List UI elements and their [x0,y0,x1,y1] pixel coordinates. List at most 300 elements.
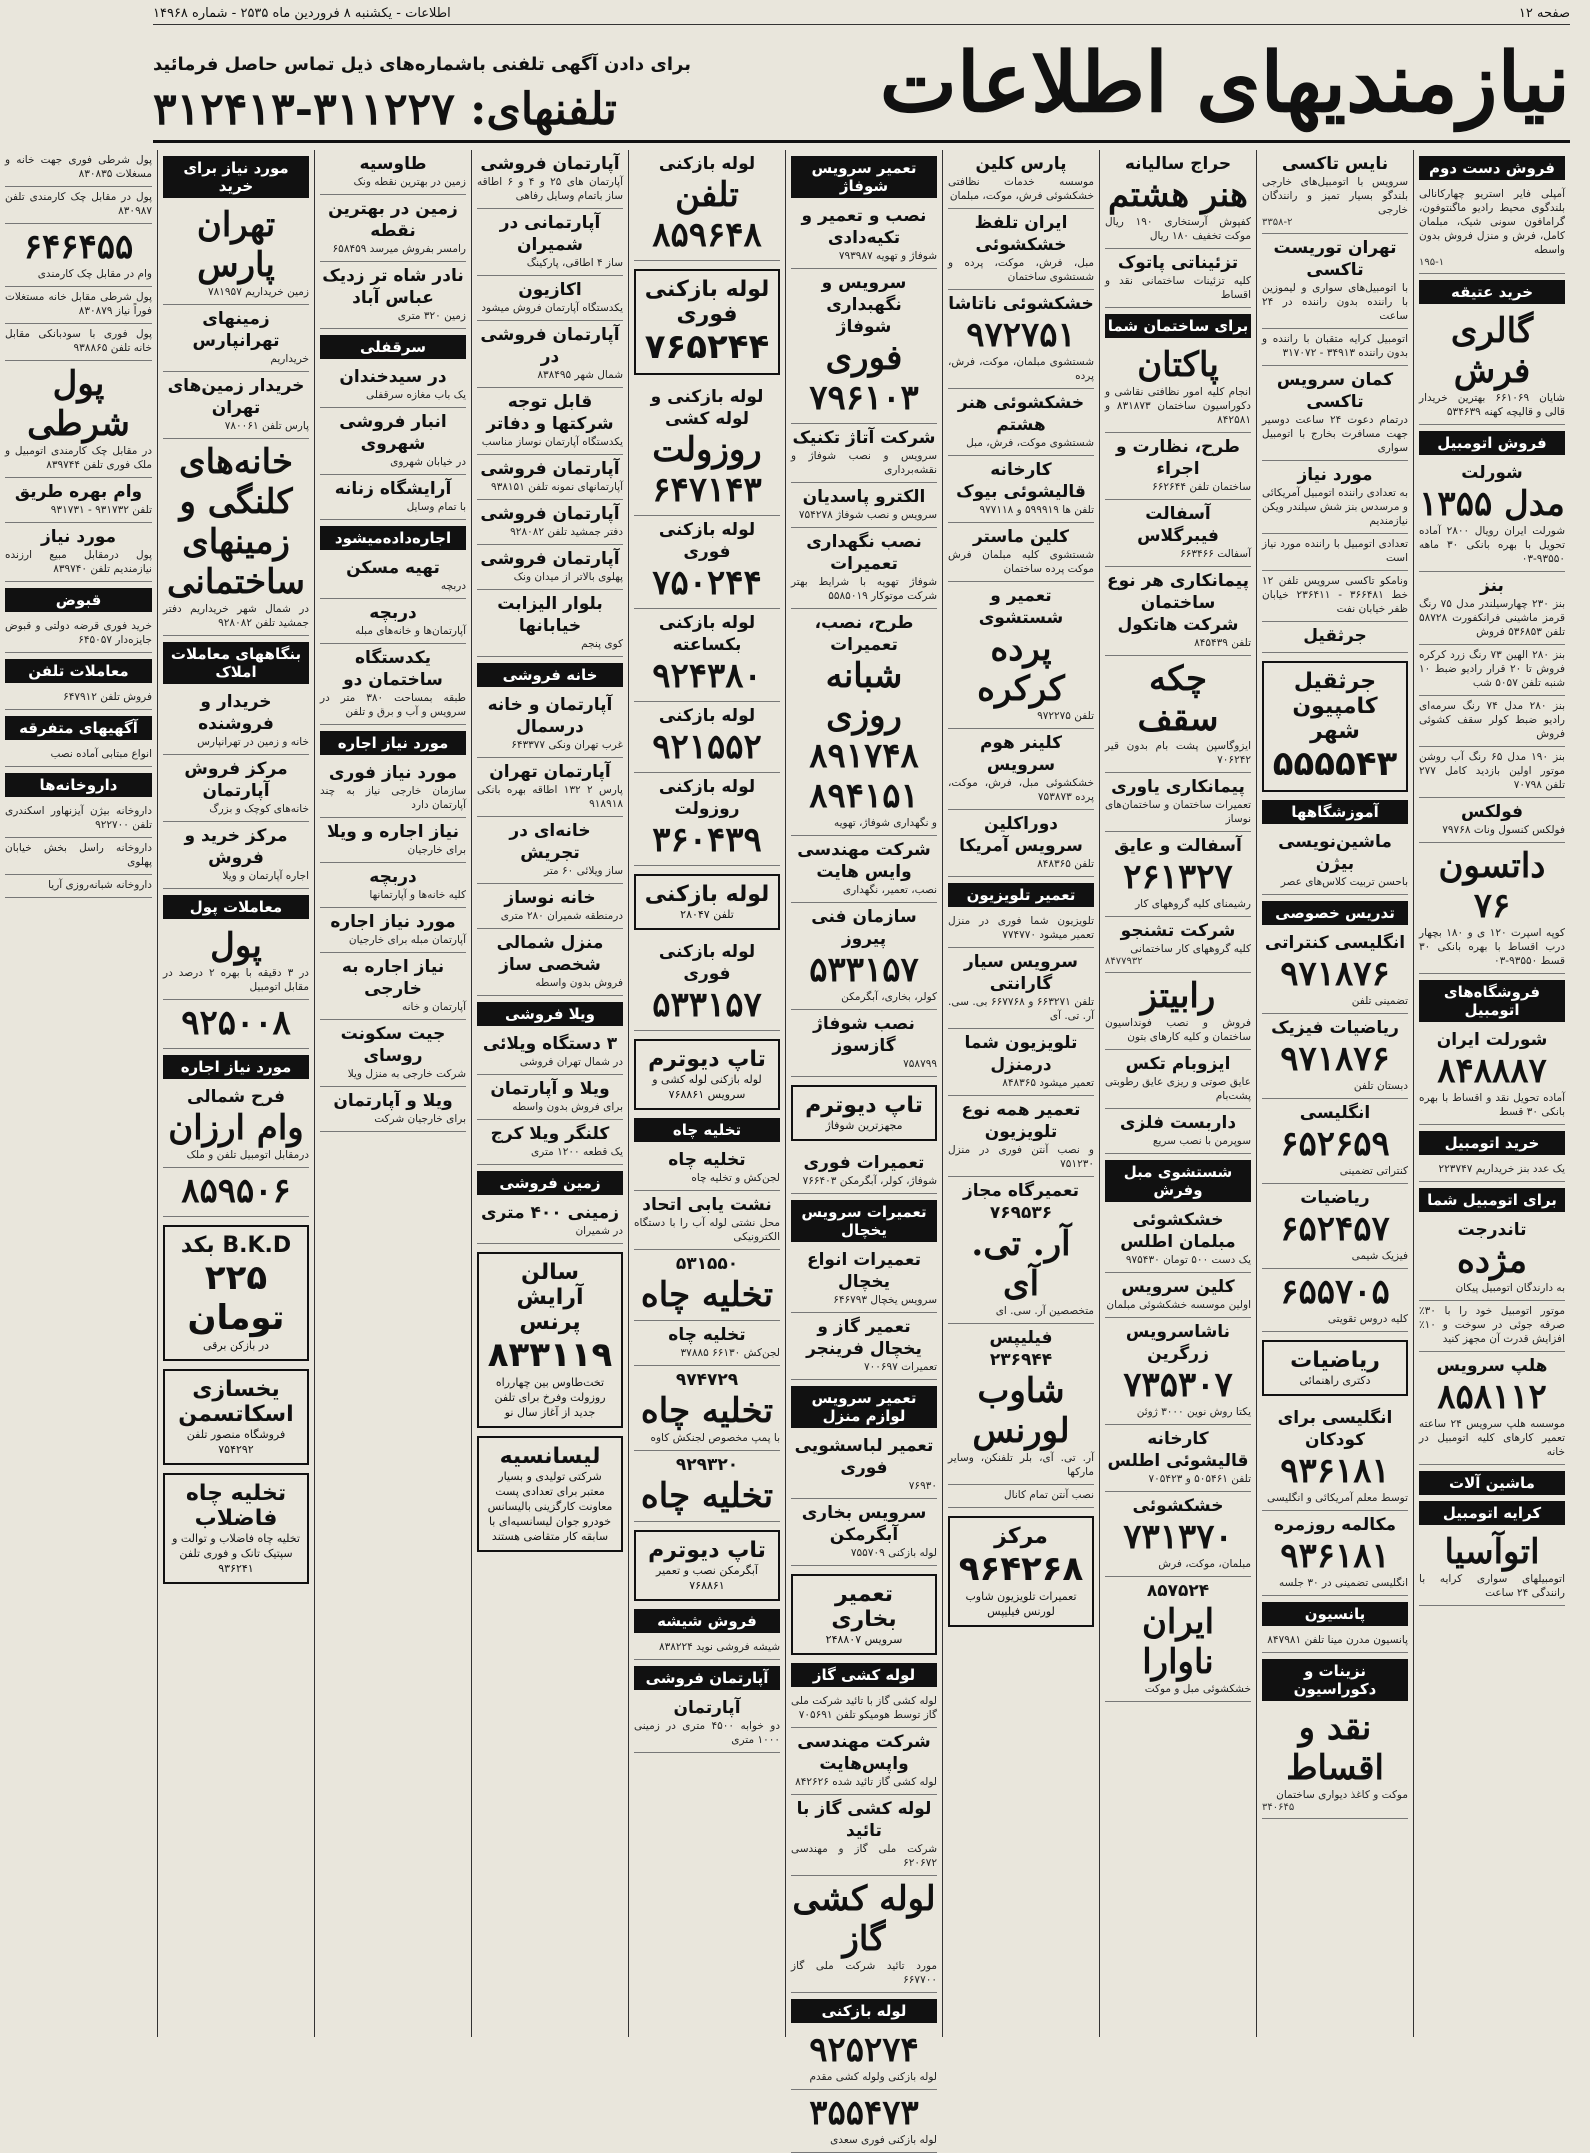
ad-heading: در سیدخندان [339,367,447,387]
ad-heading: آسفالت فیبرگلاس [1137,504,1219,546]
classified-ad [948,948,1094,1029]
ad-highlight: ۵۳۳۱۵۷ [809,950,919,990]
ad-text: فولکس کنسول ونات ۷۹۷۶۸ [1442,824,1565,836]
ad-heading: آپارتمان فروشی [480,459,620,479]
ad-text: اتومبیل کرایه متقبان با راننده و بدون راننده ۳۴۹۱۳ - ۳۱۷۰۷۲ [1262,333,1408,359]
ad-highlight: ۷۶۵۲۴۴ [644,327,770,367]
classified-ad [5,224,152,287]
ad-heading: خریدار و فروشنده [198,692,274,734]
classified-ad [948,911,1094,948]
ad-text: درمنطقه شمیران ۲۸۰ متری [500,910,623,922]
ad-highlight: ۶۵۵۷۰۵ [1280,1272,1390,1312]
ad-highlight: وام ارزان [168,1108,304,1148]
ad-text: دربچه [440,580,466,592]
ad-highlight: ۸۳۳۱۱۹ [487,1335,613,1375]
ad-text: آپارتمانهای نمونه تلفن ۹۳۸۱۵۱ [490,481,623,493]
ad-heading: جیت سکونت روسای [340,1024,446,1066]
classified-ad [477,590,623,657]
category-header: قبوض [5,588,152,612]
classified-ad [948,150,1094,209]
ad-heading: ریاضیات [1290,1348,1380,1373]
ad-highlight: ۳۶۰۴۳۹ [652,820,762,860]
classified-ad [791,2090,937,2153]
ad-highlight: ۷۳۵۳۰۷ [1123,1365,1233,1405]
classified-ad [1262,234,1408,329]
classified-ad [477,1199,623,1244]
classified-ad [948,810,1094,877]
ad-heading: فیلیپس [989,1328,1053,1348]
ad-highlight: پول [210,926,262,966]
classified-ad [5,744,152,767]
ad-column [628,150,785,2037]
category-header: تعمیر سرویس شوفاژ [791,156,937,198]
ad-text: برای فروش بدون واسطه [512,1101,623,1113]
ad-heading: شورلت ایران [1436,1030,1548,1050]
ad-heading: آپارتمان و خانه درسمال [487,695,613,737]
boxed-ad [634,1039,780,1110]
ad-number: ۱۹۵-۱ [1419,257,1445,268]
ad-heading: منزل شمالی شخصی ساز [496,933,604,975]
classified-ad [634,383,780,516]
classified-columns [5,150,1570,2146]
classified-ad [477,209,623,276]
ad-heading: تخلیه چاه [668,1325,746,1345]
classified-ad [320,599,466,644]
ad-text: فروش و نصب فونداسیون ساختمان و کلیه کارهای بتون [1105,1017,1251,1043]
ad-text: سرویس و نصب شوفاژ و نقشه‌برداری [791,450,937,476]
ad-heading: شرکت مهندسی واپس‌هایت [797,1732,931,1774]
ad-column [314,150,471,2037]
ad-text: تعدادی اتومبیل با راننده مورد نیاز است [1262,538,1408,564]
ad-heading: آپارتمان [673,1698,741,1718]
classified-ad [1105,1050,1251,1109]
ad-heading: کارخانه قالیشوئی بیوک [956,460,1086,502]
ad-text: باحسن تربیت کلاس‌های عصر [1280,876,1408,888]
ad-heading: انگلیسی برای کودکان [1277,1408,1393,1450]
ad-text: شوفاژ، کولر، آبگرمکن ۷۶۶۴۰۳ [802,1175,937,1187]
ad-heading: خانه نوساز [504,888,596,908]
classified-ad [1419,696,1565,747]
classified-ad [163,822,309,889]
boxed-ad [948,1516,1094,1627]
ad-text: موسسه هلپ سرویس ۲۴ ساعته تعمیر کارهای کلیه اتومبیل در خانه [1419,1418,1565,1458]
category-header: معاملات پول [163,895,309,919]
ad-highlight: اتوآسیا [1444,1532,1540,1572]
classified-ad [1419,1216,1565,1301]
classified-ad [1262,1705,1408,1819]
boxed-ad [634,874,780,930]
ad-heading: دربچه [369,867,417,887]
ad-highlight: ۹۷۱۸۷۶ [1280,1039,1390,1079]
ad-heading: نایس تاکسی [1281,154,1389,174]
classified-ad [5,478,152,523]
ad-text: تضمینی تلفن [1351,995,1408,1007]
ad-heading: سرویس و نگهبداری [821,273,907,315]
category-header: ماشین آلات [1419,1471,1565,1495]
ad-heading: بنز [1480,576,1504,596]
category-header: برای ساختمان شما [1105,314,1251,338]
classified-ad [1262,1099,1408,1184]
ad-column [1099,150,1256,2037]
ad-text: درمقابل اتومبیل تلفن و ملک [186,1149,309,1161]
ad-text: لوله کشی گاز با تائید شرکت ملی گاز توسط هومیکو تلفن ۷۰۵۶۹۱ [791,1695,937,1721]
category-header: خرید اتومبیل [1419,1131,1565,1155]
ad-number: ۳۳۵۸-۲ [1262,217,1293,228]
ad-heading: نیاز اجاره و ویلا [327,822,459,842]
ad-heading: حراج سالیانه [1124,154,1232,174]
ad-highlight: ۹۷۲۷۵۱ [966,315,1076,355]
ad-text: شمال شهر ۸۳۸۴۹۵ [537,369,623,381]
ad-text: ساز ۴ اطاقی، پارکینگ [526,257,623,269]
classified-ad [320,150,466,195]
ad-heading: تاندرجت [1457,1220,1527,1240]
ad-heading: ۹۲۹۳۲۰ [675,1455,739,1475]
ad-highlight: داتسون ۷۶ [1438,846,1546,926]
ad-text: محل نشتی لوله آب را با دستگاه الکترونیکی [634,1217,780,1243]
classified-ad [791,1795,937,1876]
classified-ad [5,801,152,838]
ad-heading: زمین در بهترین نقطه [328,199,458,241]
ad-text: یکتا روش نوین ۳۰۰۰ ژوئن [1136,1406,1251,1418]
ad-text: شوفاژ تهویه با شرایط بهتر شرکت موتوکار ۵۵۸۵۰۱۹ [791,576,937,602]
ad-text: تعمیرات ۷۰۰۶۹۷ [863,1361,937,1373]
classified-ad [791,609,937,836]
ad-heading: داربست فلزی [1119,1113,1237,1133]
classified-ad [1105,973,1251,1050]
classified-ad [1105,656,1251,773]
classified-ad [634,1250,780,1321]
ad-heading: جرثقیل [1303,626,1367,646]
category-header: آپارتمان فروشی [634,1666,780,1690]
ad-text: شرکت خارجی به منزل ویلا [347,1068,466,1080]
classified-ad [948,1324,1094,1485]
classified-ad [791,1010,937,1077]
classified-ad [163,372,309,439]
classified-ad [477,1030,623,1075]
ad-text: درتمام دعوت ۲۴ ساعت دوسیر جهت مسافرت بخارج با اتومبیل سواری [1262,414,1408,454]
ad-text: شرکت ملی گاز و مهندسی ۶۲۰۶۷۲ [791,1843,937,1869]
ad-highlight: ۷۳۱۳۷۰ [1123,1517,1233,1557]
ad-highlight: رابیتز [1140,976,1216,1016]
ad-heading: مورد نیاز فوری [328,763,458,783]
ad-text: توسط معلم آمریکائی و انگلیسی [1266,1492,1408,1504]
classified-ad [1105,917,1251,973]
ad-column [785,150,942,2146]
ad-text: تعمیرات تلویزیون شاوب لورنس فیلیپس [965,1590,1077,1618]
ad-highlight: تخلیه چاه [640,1391,774,1431]
ad-text: خشکشوئی مبل و موکت [1144,1683,1251,1695]
ad-heading: نصب نگهداری تعمیرات [806,532,922,574]
ad-text: موتور اتومبیل خود را با ۳۰٪ صرفه جوئی در سوخت و ۱۰٪ افزایش قدرت آن مجهز کنید [1419,1305,1565,1345]
classified-ad [948,290,1094,389]
category-header: زمین فروشی [477,1171,623,1195]
category-header: تخلیه چاه [634,1118,780,1142]
ad-heading: آپارتمان فروشی در [480,325,620,367]
ad-text: موکت و کاغذ دیواری ساختمان [1276,1789,1408,1801]
ad-heading: سرویس بخاری آبگرمکن [801,1503,927,1545]
classified-ad [477,388,623,455]
ad-highlight: ۲۶۱۳۲۷ [1123,857,1233,897]
ad-highlight: پول شرطی [27,364,130,444]
ad-text: تعمیر میشود ۸۴۸۳۶۵ [1002,1077,1094,1089]
classified-ad [791,1432,937,1499]
category-header: معاملات تلفن [5,659,152,683]
classified-ad [5,523,152,582]
ad-highlight: شبانه روزی ۸۹۱۷۴۸ ۸۹۴۱۵۱ [809,656,919,816]
category-header: برای اتومبیل شما [1419,1188,1565,1212]
ad-heading: لیسانسیه [499,1444,601,1469]
ad-heading: مرکز [994,1524,1048,1549]
ad-heading: شورلت [1461,463,1523,483]
classified-ad [477,150,623,209]
ad-text: مورد تائید شرکت ملی گاز ۶۶۷۷۰۰ [791,1960,937,1986]
classified-ad [1262,1630,1408,1653]
ad-text: بنز ۲۳۰ چهارسیلندر مدل ۷۵ رنگ قرمز ماشینی فرانکفورت ۵۸۷۲۸ تلفن ۵۳۶۸۵۳ فروش [1419,598,1565,638]
classified-ad [948,523,1094,582]
ad-text: لوله بازکنی لوله کشی و سرویس ۷۶۸۸۶۱ [652,1073,762,1101]
classified-ad [948,1096,1094,1177]
ad-text: در شمال تهران فروشی [519,1056,623,1068]
ad-text: ۷۵۸۷۹۹ [903,1058,937,1070]
classified-ad [1105,832,1251,917]
ad-text: کوی پنجم [581,638,623,650]
category-header: داروخانه‌ها [5,773,152,797]
ad-highlight: ۶۵۲۴۵۷ [1280,1209,1390,1249]
ad-subheading: ۲۳۶۹۴۴ [989,1350,1053,1370]
ad-text: پول شرطی فوری جهت خانه و مسغلات ۸۳۰۸۳۵ [5,154,152,180]
ad-heading: ۸۵۷۵۲۴ [1146,1581,1210,1601]
ad-highlight: آر. تی. آی [971,1224,1071,1304]
ad-text: شرکتی تولیدی و بسیار معتبر برای تعدادی پست معاونت کارگزینی بالیسانس خودرو جوان لیسانسیه‌ای با سابقه کار متقاضی هستند [487,1470,613,1543]
ad-text: غرب تهران ونکی ۶۴۳۳۷۷ [511,739,623,751]
ad-heading: ریاضیات [1300,1188,1370,1208]
classified-ad [477,276,623,321]
ad-heading: نشت یابی اتحاد [642,1195,772,1215]
classified-ad [477,929,623,996]
ad-text: پانسیون مدرن مینا تلفن ۸۴۷۹۸۱ [1267,1634,1408,1646]
ad-text: داروخانه شبانه‌روزی آریا [48,879,152,891]
classified-ad [477,455,623,500]
classified-ad [791,1499,937,1566]
classified-ad [163,202,309,305]
ad-highlight: مدل ۱۳۵۵ [1419,484,1565,524]
ad-text: در خیابان شهروی [390,456,466,468]
ad-text: زمین ۳۲۰ متری [397,310,466,322]
ad-heading: تزئیناتی پاتوک [1117,253,1239,273]
ad-heading: کمان سرویس تاکسی [1276,370,1394,412]
ad-text: تلفن ۹۷۲۲۷۵ [1037,710,1094,722]
ad-text: سرویس ۲۴۸۸۰۷ [825,1633,903,1646]
classified-ad [948,209,1094,290]
classified-ad [634,1146,780,1191]
ad-highlight: فوری ۷۹۶۱۰۳ [809,338,919,418]
ad-text: آپارتمان های ۲۵ و ۴ و ۶ اطاقه ساز باتمام وسایل رفاهی [477,176,623,202]
ad-text: داروخانه بیژن آیزنهاور اسکندری تلفن ۹۲۲۷۰۰ [5,805,152,831]
classified-ad [791,1246,937,1313]
ad-highlight: ۳۵۵۴۷۳ [809,2093,919,2133]
category-header: ویلا فروشی [477,1002,623,1026]
ad-heading: دربچه [369,603,417,623]
ad-text: خریداریم [270,353,309,365]
ad-text: اجاره آپارتمان و ویلا [222,870,309,882]
classified-ad [1262,622,1408,653]
ad-text: آمپلی فایر استریو چهارکانالی بلندگوی محیط رادیو ماگنتوفون، گرامافون سونی شیک، مبلمان کامل، فرش و منزل فروش بدون واسطه [1419,188,1565,256]
ad-text: ایزوگاسپن پشت بام بدون قیر ۷۰۶۲۴۲ [1105,740,1251,766]
ad-text: در بازکن برقی [202,1339,270,1352]
category-header: اجاره‌داده‌میشود [320,526,466,550]
ad-text: یکدستگاه آپارتمان فروش میشود [481,302,623,314]
classified-ad [477,1075,623,1120]
ad-heading: فرح شمالی [187,1087,285,1107]
ad-column [157,150,314,2037]
category-header: خرید عتیقه [1419,280,1565,304]
ad-text: لوله کشی گاز تائید شده ۸۴۲۶۲۶ [795,1776,937,1788]
ad-heading: آپارتمان فروشی [480,154,620,174]
classified-ad [1105,1425,1251,1492]
ad-text: سرویس یخچال ۶۴۶۷۹۳ [833,1294,937,1306]
ad-highlight: تخلیه چاه [640,1476,774,1516]
ad-text: شورلت ایران رویال ۲۸۰۰ آماده تحویل با بهره بانکی ۳۰ ماهه ۹۳۵۵۰-۰۳ [1419,525,1566,565]
ad-text: شایان ۶۶۱۰۶۹ بهترین خریدار قالی و قالیچه کهنه ۵۳۴۶۳۹ [1419,392,1565,418]
classified-ad [1105,1492,1251,1577]
ad-heading: خانه‌ای در تجریش [509,821,591,863]
ad-text: لجن‌کش ۶۶۱۳۰ ۳۷۸۸۵ [680,1347,780,1359]
ad-text: تعمیرات ساختمان و ساختمان‌های نوساز [1105,799,1251,825]
ad-highlight: خانه‌های کلنگی و زمینهای ساختمانی [167,442,305,602]
ad-text: شستشوی موکت، فرش، مبل [966,437,1094,449]
ad-heading: الکترو پاسدیان [802,487,926,507]
ad-heading: مورد نیاز اجاره [330,912,456,932]
ad-text: برای خارجیان شرکت [374,1113,466,1125]
ad-text: تلفن ۲۸۰۴۷ [680,908,734,921]
ad-text: اتومبیلهای سواری کرایه با رانندگی ۲۴ ساعت [1419,1573,1565,1599]
boxed-ad [1262,661,1408,792]
classified-ad [1105,567,1251,656]
ad-text: و نصب آنتن فوری در منزل ۷۵۱۲۳۰ [948,1144,1094,1170]
classified-ad [320,408,466,475]
classified-ad [634,773,780,866]
classified-ad [320,863,466,908]
ad-highlight: ۶۴۶۴۵۵ [23,227,134,267]
classified-ad [163,923,309,1000]
ad-heading: ناشاسرویس زرگرین [1125,1322,1231,1364]
category-header: مورد نیاز اجاره [163,1055,309,1079]
ad-heading: تعمیرگاه مجاز [962,1181,1080,1201]
ad-text: کلیه گروههای کار ساختمانی [1130,943,1251,955]
classified-ad [1105,1109,1251,1154]
ad-heading: انبار فروشی شهروی [339,412,447,454]
classified-ad [163,1168,309,1217]
classified-ad [477,758,623,817]
classified-ad [1262,571,1408,622]
classified-ad [791,903,937,1010]
ad-heading: تعمیر بخاری [831,1582,897,1632]
category-header: مورد نیاز برای خرید [163,156,309,198]
page-number: صفحه ۱۲ [1518,5,1570,21]
ad-heading: لوله بازکنی بکساعته [658,613,756,655]
boxed-ad [1262,1340,1408,1396]
ad-text: آسفالت ۶۶۳۴۶۶ [1180,548,1251,560]
classified-ad [5,287,152,324]
boxed-ad [477,1252,623,1428]
section-title: نیازمندیهای اطلاعات [879,35,1570,131]
ad-text: تلفن ۸۴۵۴۳۹ [1194,637,1251,649]
ad-heading: پیمانکاری هر نوع ساختمان [1107,571,1249,613]
ad-text: و نگهداری شوفاژ، تهویه [833,817,937,829]
ad-text: کلیه تزئینات ساختمانی نقد و اقساط [1105,275,1251,301]
classified-ad [5,687,152,710]
classified-ad [634,1637,780,1660]
classified-ad [477,321,623,388]
ad-heading: یخسازی اسکاتسمن [178,1377,294,1427]
category-header: لوله کشی گاز [791,1663,937,1687]
ad-text: سرویس با اتومبیل‌های خارجی بلند‌گو بسیار تمیز و رانندگان خارجی [1262,176,1408,216]
ad-text: پهلوی بالاتر از میدان ونک [513,571,623,583]
ad-text: فروش تلفن ۶۴۷۹۱۲ [63,691,152,703]
ad-highlight: پاکتان [1137,345,1219,385]
ad-text: زمین در بهترین نقطه ونک [353,176,466,188]
classified-ad [1105,1577,1251,1702]
ad-text: عایق صوتی و ریزی عایق رطوبتی پشت‌بام [1105,1076,1251,1102]
ad-text: لوله بازکنی ولوله کشی مقدم [809,2071,937,2083]
ad-heading: ۹۷۴۷۲۹ [675,1370,739,1390]
ad-heading: ایران تلفظ خشکشوئی [974,213,1068,255]
ad-heading: نصب شوفاژ گازسوز [813,1014,915,1056]
ad-text: کلیه خانه‌ها و آپارتمانها [369,889,466,901]
ad-text: با اتومبیل‌های سواری و لیموزین با راننده بدون راننده در ۲۴ ساعت [1262,282,1408,322]
category-header: تعمیرات سرویس یخچال [791,1200,937,1242]
ad-heading: آرایشگاه زنانه [334,479,452,499]
ad-heading: تخلیه چاه فاضلاب [185,1481,287,1531]
classified-ad [1419,308,1565,425]
classified-ad [477,884,623,929]
ad-subheading: ۷۶۹۵۳۶ [989,1203,1053,1223]
ad-heading: تعمیرات فوری [803,1153,925,1173]
ad-heading: وام بهره طریق [14,482,143,502]
ad-highlight: ۶۵۲۶۵۹ [1280,1124,1390,1164]
classified-ad [791,483,937,528]
ad-text: تلویزیون شما فوری در منزل تعمیر میشود ۷۷۴۷۷۰ [948,915,1094,941]
ad-highlight: ۲۲۵ تومان [187,1258,285,1338]
classified-ad [948,1485,1094,1508]
ad-text: پارس ۲ ۱۳۲ اطاقه بهره بانکی ۹۱۸۹۱۸ [477,784,623,810]
category-header: مورد نیاز اجاره [320,731,466,755]
classified-ad [948,729,1094,810]
ad-text: دفتر جمشید تلفن ۹۲۸۰۸۲ [510,526,623,538]
classified-ad [1262,828,1408,895]
ad-text: دبستان تلفن [1353,1080,1408,1092]
classified-ad [791,836,937,903]
classified-ad [634,1366,780,1451]
ad-text: دکتری راهنمائی [1299,1374,1371,1387]
classified-ad [948,582,1094,729]
category-header: شستشوی مبل وفرش [1105,1160,1251,1202]
category-header: فروش اتومبیل [1419,431,1565,455]
category-header: تعمیر سرویس لوازم منزل [791,1386,937,1428]
ad-heading: پارس کلین [975,154,1067,174]
ad-highlight: ۵۳۳۱۵۷ [652,985,762,1025]
ad-heading: لوله بازکنی [658,154,756,174]
ad-heading: نیاز اجاره به خارجی [341,957,445,999]
ad-text: شیشه فروشی نوید ۸۳۸۲۲۴ [658,1641,780,1653]
ad-text: رشیمنای کلیه گروههای کار [1135,898,1251,910]
classified-ad [1105,1318,1251,1425]
ad-heading: شرکت مهندسی وایس هایت [797,840,931,882]
ad-heading: ویلا و آپارتمان [333,1091,453,1111]
boxed-ad [163,1225,309,1361]
ad-highlight: ۸۵۹۵۰۶ [181,1171,291,1211]
classified-ad [1262,150,1408,234]
